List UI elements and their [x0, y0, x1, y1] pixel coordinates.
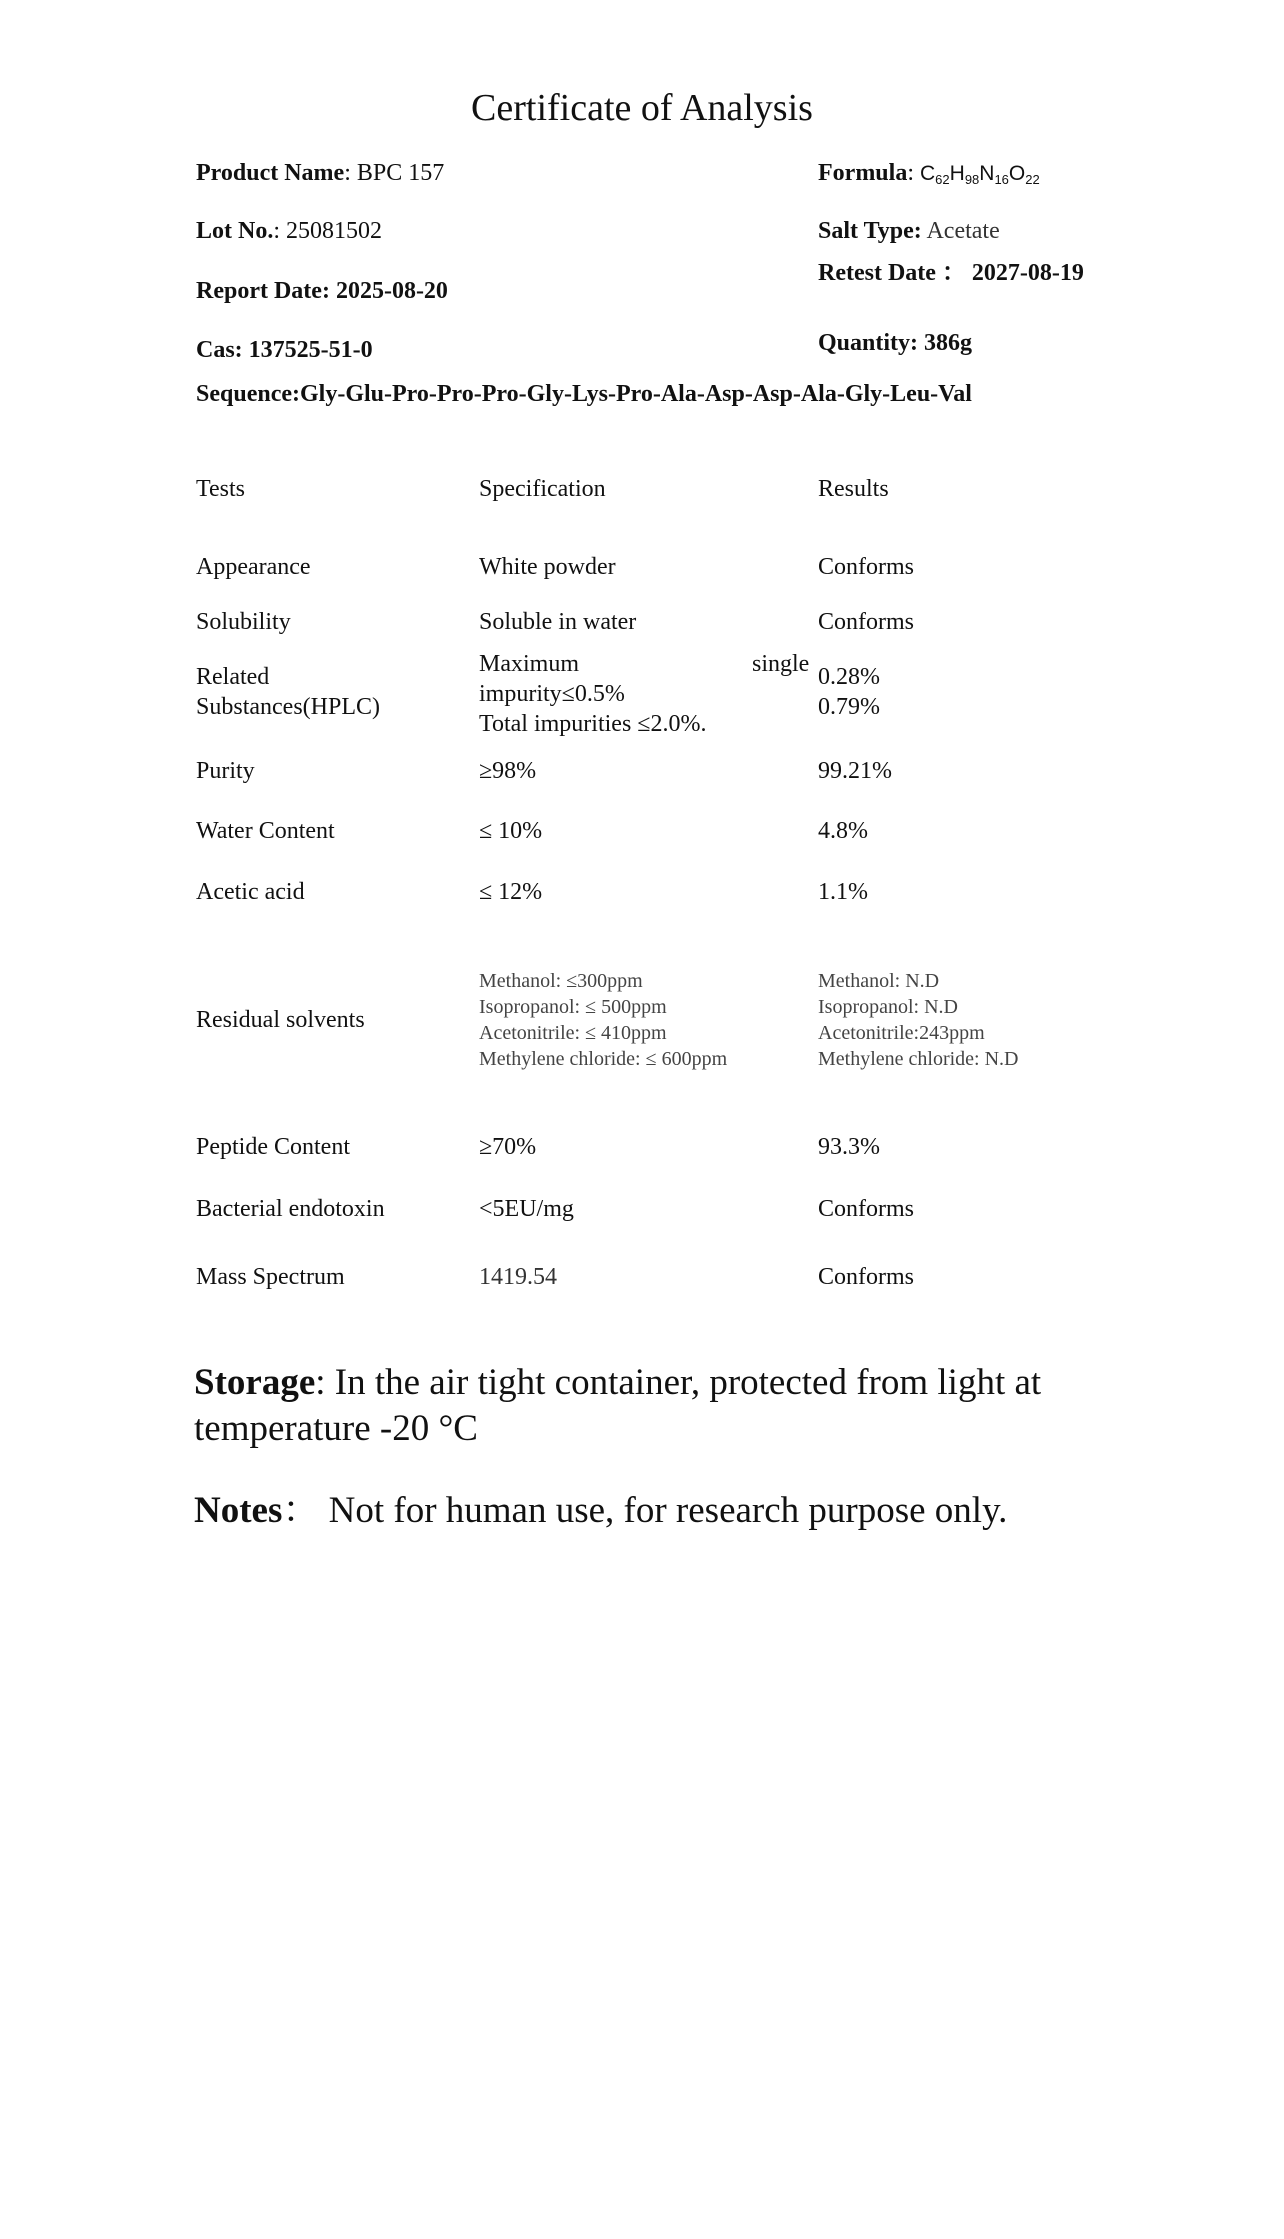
formula-colon: : [907, 160, 920, 186]
test-specification: Maximum [479, 651, 579, 677]
test-specification: ≥70% [479, 1134, 537, 1160]
test-name: Bacterial endotoxin [196, 1196, 385, 1222]
test-specification: Methanol: ≤300ppm [479, 970, 643, 992]
retest-date: Retest Date ： 2027-08-19 [818, 260, 1084, 286]
column-header-tests: Tests [196, 476, 245, 502]
formula [818, 160, 1040, 187]
formula-value: $C_{62}H_{98}N_{16}O_{22}$ [920, 162, 1040, 187]
test-specification: ≤ 10% [479, 818, 543, 844]
test-specification: Acetonitrile: ≤ 410ppm [479, 1022, 667, 1044]
test-result: Methylene chloride: N.D [818, 1048, 1019, 1070]
test-specification: ≥98% [479, 758, 537, 784]
test-specification: White powder [479, 554, 616, 580]
column-header-specification: Specification [479, 476, 606, 502]
test-specification: impurity≤0.5% [479, 681, 625, 707]
test-result: 99.21% [818, 758, 892, 784]
salt-value: Acetate [921, 218, 1000, 244]
test-name: Solubility [196, 609, 291, 635]
test-name: Water Content [196, 818, 335, 844]
page-title: Certificate of Analysis [471, 87, 813, 129]
test-result: 1.1% [818, 879, 868, 905]
lot-value: : 25081502 [273, 218, 383, 244]
column-header-results: Results [818, 476, 889, 502]
test-result: Conforms [818, 1264, 914, 1290]
notes [194, 1479, 1007, 1533]
test-name: Substances(HPLC) [196, 694, 380, 720]
notes-text: ： Not for human use, for research purpose only. [282, 1490, 1008, 1531]
sequence: Sequence:Gly-Glu-Pro-Pro-Pro-Gly-Lys-Pro-Ala-Asp-Asp-Ala-Gly-Leu-Val [196, 381, 972, 407]
test-specification: Soluble in water [479, 609, 637, 635]
test-result: 4.8% [818, 818, 868, 844]
test-name: Residual solvents [196, 1007, 365, 1033]
test-name: Purity [196, 758, 255, 784]
lot-number [196, 218, 382, 245]
storage-text: : In the air tight container, protected from light at temperature -20 °C [194, 1362, 1042, 1449]
lot-label: Lot No. [196, 218, 274, 244]
formula-label: Formula [818, 160, 908, 186]
test-result: 0.28% [818, 664, 880, 690]
cas-number: Cas: 137525-51-0 [196, 337, 373, 363]
test-specification: 1419.54 [479, 1264, 557, 1290]
storage-note [194, 1360, 1124, 1452]
test-result: Conforms [818, 554, 914, 580]
test-specification: <5EU/mg [479, 1196, 574, 1222]
test-specification: Isopropanol: ≤ 500ppm [479, 996, 667, 1018]
product-name-label: Product Name [196, 160, 345, 186]
test-result: Methanol: N.D [818, 970, 940, 992]
report-date: Report Date: 2025-08-20 [196, 278, 448, 304]
notes-label: Notes [194, 1490, 283, 1531]
product-name-value: : BPC 157 [344, 160, 445, 186]
test-name: Peptide Content [196, 1134, 350, 1160]
quantity: Quantity: 386g [818, 330, 973, 356]
test-result: 0.79% [818, 694, 880, 720]
product-name [196, 160, 444, 187]
test-result: Acetonitrile:243ppm [818, 1022, 985, 1044]
salt-type [818, 218, 1000, 245]
test-specification: Total impurities ≤2.0%. [479, 711, 707, 737]
test-result: Conforms [818, 1196, 914, 1222]
test-specification: Methylene chloride: ≤ 600ppm [479, 1048, 728, 1070]
test-name: Mass Spectrum [196, 1264, 345, 1290]
test-result: Conforms [818, 609, 914, 635]
test-specification: ≤ 12% [479, 879, 543, 905]
test-name: Appearance [196, 554, 311, 580]
test-name: Acetic acid [196, 879, 305, 905]
test-name: Related [196, 664, 270, 690]
storage-label: Storage [194, 1362, 316, 1403]
salt-label: Salt Type: [818, 218, 922, 244]
test-result: 93.3% [818, 1134, 880, 1160]
test-result: Isopropanol: N.D [818, 996, 958, 1018]
test-specification: single [752, 651, 810, 677]
